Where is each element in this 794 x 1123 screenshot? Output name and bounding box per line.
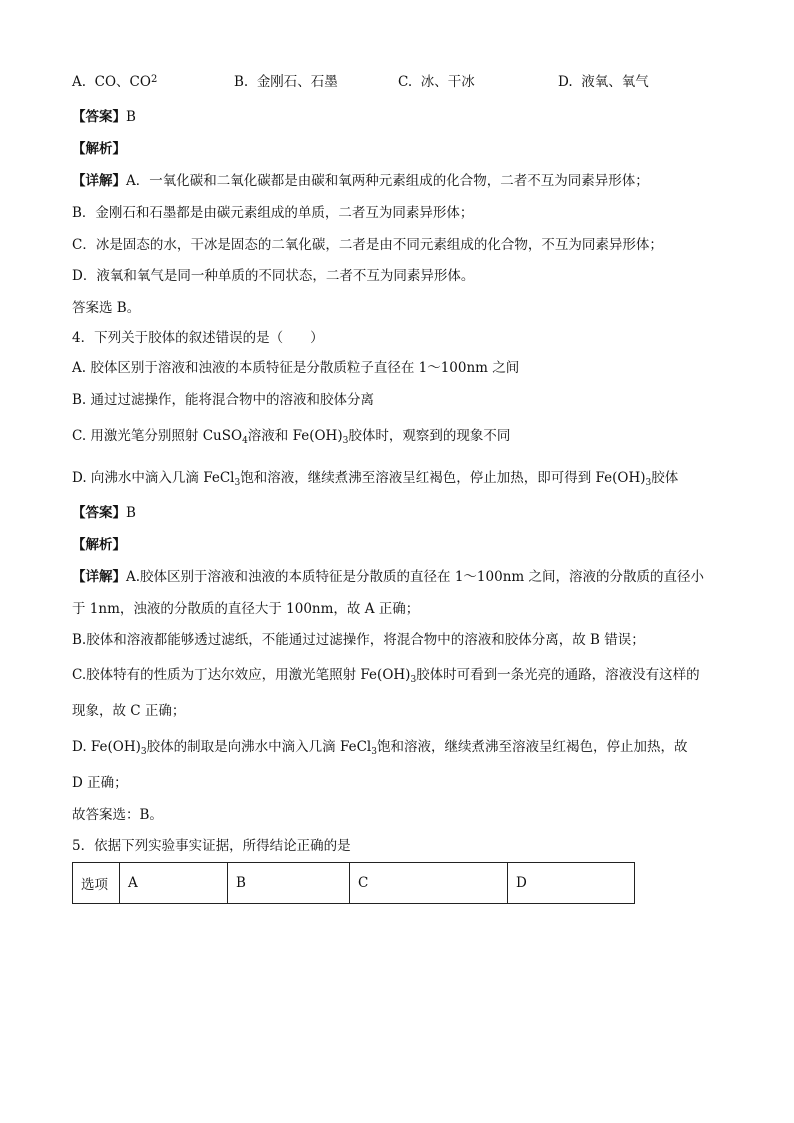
q4-analysis-tag: 【解析】 xyxy=(72,537,126,553)
q3-detail-c: C．冰是固态的水，干冰是固态的二氧化碳，二者是由不同元素组成的化合物，不互为同素异形体； xyxy=(72,237,663,253)
q4-detail-a-line2: 于 1nm，浊液的分散质的直径大于 100nm，故 A 正确； xyxy=(72,601,420,617)
q3-analysis-tag: 【解析】 xyxy=(72,141,126,157)
q5-stem: 5．依据下列实验事实证据，所得结论正确的是 xyxy=(72,838,351,854)
table-cell-b: B xyxy=(228,863,350,904)
q4-answer: 【答案】B xyxy=(72,505,136,521)
q4-option-d: D. 向沸水中滴入几滴 FeCl$_3$饱和溶液，继续煮沸至溶液呈红褐色，停止加热，即可得到 $Fe(OH)_3$胶体 xyxy=(72,470,679,488)
q4-option-b: B. 通过过滤操作，能将混合物中的溶液和胶体分离 xyxy=(72,392,375,408)
q5-options-table xyxy=(72,862,635,904)
q4-detail-c-line1: C.胶体特有的性质为丁达尔效应，用激光笔照射 $Fe(OH)_3$胶体时可看到一条光亮的通路，溶液没有这样的 xyxy=(72,667,700,685)
q4-detail-c-line2: 现象，故 C 正确； xyxy=(72,703,186,719)
q3-detail-d: D．液氧和氧气是同一种单质的不同状态，二者不互为同素异形体。 xyxy=(72,268,475,284)
q4-detail-d-line1: D. $Fe(OH)_3$胶体的制取是向沸水中滴入几滴 FeCl$_3$饱和溶液，继续煮沸至溶液呈红褐色，停止加热，故 xyxy=(72,739,688,757)
q4-detail-a-line1: 【详解】A.胶体区别于溶液和浊液的本质特征是分散质的直径在 1～100nm 之间，溶液的分散质的直径小 xyxy=(72,569,704,585)
q4-stem: 4．下列关于胶体的叙述错误的是（ ） xyxy=(72,330,324,346)
table-cell-d: D xyxy=(508,863,635,904)
table-cell-header-label: 选项 xyxy=(73,863,120,904)
table-cell-a: A xyxy=(120,863,228,904)
q3-answer: 【答案】B xyxy=(72,109,136,125)
q3-detail-a: 【详解】A．一氧化碳和二氧化碳都是由碳和氧两种元素组成的化合物，二者不互为同素异形体； xyxy=(72,173,649,189)
q4-detail-b: B.胶体和溶液都能够透过滤纸，不能通过过滤操作，将混合物中的溶液和胶体分离，故 B 错误； xyxy=(72,632,645,648)
q3-option-b: B. 金刚石、石墨 xyxy=(234,74,338,90)
q4-detail-d-line2: D 正确； xyxy=(72,775,128,791)
q3-conclusion: 答案选 B。 xyxy=(72,300,141,316)
q3-option-d: D. 液氧、氧气 xyxy=(558,74,649,90)
table-row xyxy=(73,863,635,904)
q4-option-a: A. 胶体区别于溶液和浊液的本质特征是分散质粒子直径在 1～100nm 之间 xyxy=(72,360,520,376)
q3-option-c: C. 冰、干冰 xyxy=(398,74,475,90)
q4-option-c: C. 用激光笔分别照射 CuSO$_4$溶液和 $Fe(OH)_3$胶体时，观察到的现象不同 xyxy=(72,428,511,446)
table-cell-c: C xyxy=(350,863,508,904)
q3-option-a: A. CO、$CO^2$ xyxy=(72,74,158,90)
q4-conclusion: 故答案选：B。 xyxy=(72,807,163,823)
q3-detail-b: B．金刚石和石墨都是由碳元素组成的单质，二者互为同素异形体； xyxy=(72,205,474,221)
